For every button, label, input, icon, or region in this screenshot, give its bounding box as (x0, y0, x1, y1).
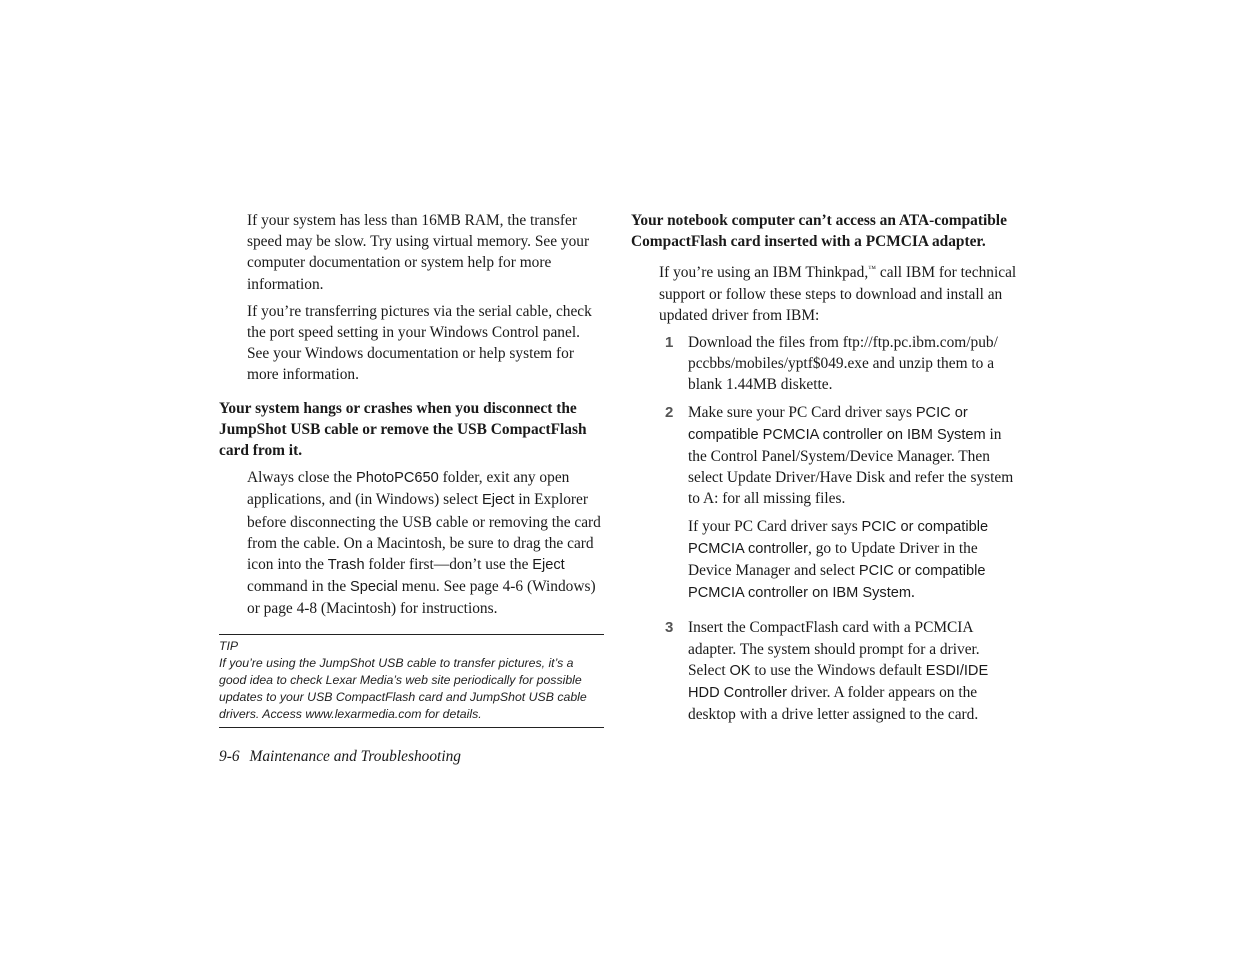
special-menu-name: Special (350, 579, 398, 596)
controller-name: ESDI/IDE HDD Controller (688, 662, 989, 702)
ok-button-name: OK (729, 662, 751, 679)
page-footer (219, 748, 461, 766)
eject-command: Eject (482, 492, 515, 509)
tip-text: If you’re using the JumpShot USB cable to transfer pictures, it’s a good idea to check Lexar Media’s web site periodically for possible updates to your USB CompactFlash card and JumpShot USB cable drivers. Access www.lexarmedia.com for details. (219, 655, 587, 721)
left-column (219, 210, 604, 728)
right-column (631, 210, 1021, 725)
step-number: 3 (665, 619, 674, 637)
tip-label: TIP (219, 638, 239, 653)
driver-name: PCIC or compatible PCMCIA controller on IBM System (688, 404, 986, 443)
step-text: Download the files from ftp://ftp.pc.ibm.com/pub/ pccbbs/mobiles/yptf$049.exe and unzip them to a blank 1.44MB diskette. (688, 334, 998, 394)
step-2-note: If your PC Card driver says PCIC or compatible PCMCIA controller, go to Update Driver in the Device Manager and select PCIC or compatible PCMCIA controller on IBM System. (688, 517, 989, 602)
step-1 (631, 332, 1021, 396)
notebook-heading: Your notebook computer can’t access an ATA-compatible CompactFlash card inserted with a PCMCIA adapter. (631, 212, 1007, 251)
driver-name: PCIC or compatible PCMCIA controller (688, 518, 989, 557)
step-3: 3 Insert the CompactFlash card with a PCMCIA adapter. The system should prompt for a driver. Select OK to use the Windows default ESDI/IDE HDD Controller driver. A folder appears on the desktop with a drive letter assigned to the card. (665, 619, 989, 724)
close-folder-paragraph: Always close the PhotoPC650 folder, exit any open applications, and (in Windows) select Eject in Explorer before disconnecting the USB cable or removing the card from the cable. On a Macintosh, be sure to drag the card icon into the Trash folder first—don’t use the Eject command in the Special menu. See page 4-6 (Windows) or page 4-8 (Macintosh) for instructions. (247, 469, 601, 618)
serial-paragraph: If you’re transferring pictures via the serial cable, check the port speed setting in your Windows Control panel. See your Windows documentation or help system for more information. (247, 302, 592, 384)
tip-box (219, 634, 604, 728)
hang-heading: Your system hangs or crashes when you disconnect the JumpShot USB cable or remove the USB CompactFlash card from it. (219, 399, 587, 460)
page-number: 9-6 (219, 748, 240, 765)
thinkpad-intro: If you’re using an IBM Thinkpad,™ call IBM for technical support or follow these steps to download and install an updated driver from IBM: (659, 264, 1017, 324)
driver-name: PCIC or compatible PCMCIA controller on IBM System (688, 563, 986, 602)
ram-paragraph: If your system has less than 16MB RAM, the transfer speed may be slow. Try using virtual memory. See your computer documentation or system help for more information. (247, 212, 590, 293)
step-2: 2 Make sure your PC Card driver says PCIC or compatible PCMCIA controller on IBM System in the Control Panel/System/Device Manager. Then select Update Driver/Have Disk and refer the system to A: for all missing files. (665, 403, 1014, 508)
trash-folder-name: Trash (327, 557, 365, 574)
step-number: 2 (665, 403, 674, 421)
step-number: 1 (665, 334, 674, 352)
trademark-symbol: ™ (868, 264, 877, 274)
photopc-folder-name: PhotoPC650 (356, 470, 439, 487)
eject-command: Eject (532, 557, 565, 574)
section-title: Maintenance and Troubleshooting (249, 748, 461, 765)
